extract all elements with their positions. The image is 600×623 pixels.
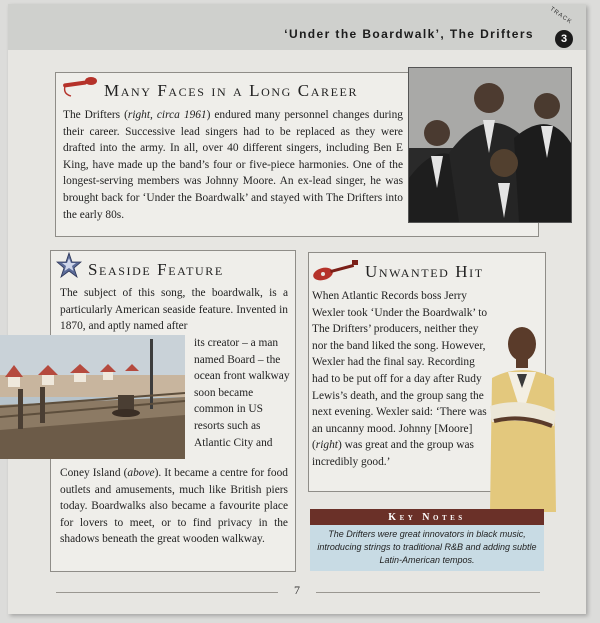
- seaside-title: Seaside Feature: [88, 260, 224, 279]
- page-header: [8, 4, 586, 50]
- many-faces-body: [63, 107, 403, 223]
- microphone-icon: [61, 76, 99, 98]
- footer-rule-left: [56, 592, 278, 593]
- seaside-text-2: ). It became a centre for food outlets and amusements, much like British piers today. Boardwalks also became a favourite place for lovers to meet, or to find privacy in the shadows beneath the great wooden walkway.: [60, 467, 288, 546]
- key-notes-heading: [310, 509, 544, 525]
- seaside-body-end: [60, 465, 288, 548]
- many-faces-text-italic: right, circa 1961: [127, 109, 207, 121]
- johnny-moore-photo: [486, 326, 560, 512]
- booklet-page: [8, 4, 586, 614]
- track-label: TRACK: [548, 6, 573, 26]
- header-title: ‘Under the Boardwalk’, The Drifters: [284, 27, 534, 41]
- hit-text-italic: right: [315, 439, 338, 452]
- seaside-text-1: Coney Island (: [60, 467, 128, 479]
- seaside-body-wrap: its creator – a man named Board – the ocean front walkway soon became common in US resorts such as Atlantic City and: [194, 337, 290, 449]
- many-faces-title: Many Faces in a Long Career: [104, 81, 359, 100]
- page-number: 7: [294, 583, 300, 597]
- many-faces-text-2: ) endured many personnel changes during their career. Successive lead singers had to be replaced as they were drafted into the army. In all, over 40 different singers, including Ben E King, have made up the band’s four or five-piece harmonies. One of the longest-serving members was Johnny Moore. An ex-lead singer, he was brought back for ‘Under the Boardwalk’ and stayed with The Drifters into the early 80s.: [63, 109, 403, 221]
- boardwalk-photo: [0, 335, 185, 459]
- unwanted-hit-body: [312, 288, 490, 471]
- footer-rule-right: [316, 592, 540, 593]
- unwanted-hit-title: Unwanted Hit: [365, 262, 484, 281]
- hit-text-2: ) was great and the group was incredibly good.’: [312, 439, 474, 468]
- seaside-body-intro: The subject of this song, the boardwalk, is a particularly American seaside feature. Invented in 1870, and aptly named after: [60, 287, 288, 333]
- key-notes-text: The Drifters were great innovators in black music, introducing strings to traditional R&B and adding subtle Latin-American tempos.: [310, 525, 544, 571]
- seaside-text-italic: above: [127, 467, 155, 479]
- key-notes-heading-text: Key Notes: [388, 511, 466, 523]
- guitar-icon: [312, 256, 360, 282]
- many-faces-text-1: The Drifters (: [63, 109, 128, 121]
- drifters-group-photo: [408, 67, 572, 223]
- track-number-badge: 3: [555, 30, 573, 48]
- star-icon: [56, 252, 82, 278]
- hit-text-1: When Atlantic Records boss Jerry Wexler took ‘Under the Boardwalk’ to The Drifters’ producers, neither they nor the band liked the song. However, Wexler had the final say. Recording had to be put off for a day after Rudy Lewis’s death, and the group sang the next evening. Wexler said: ‘There was an uncanny mood. Johnny [Moore] (: [312, 290, 488, 452]
